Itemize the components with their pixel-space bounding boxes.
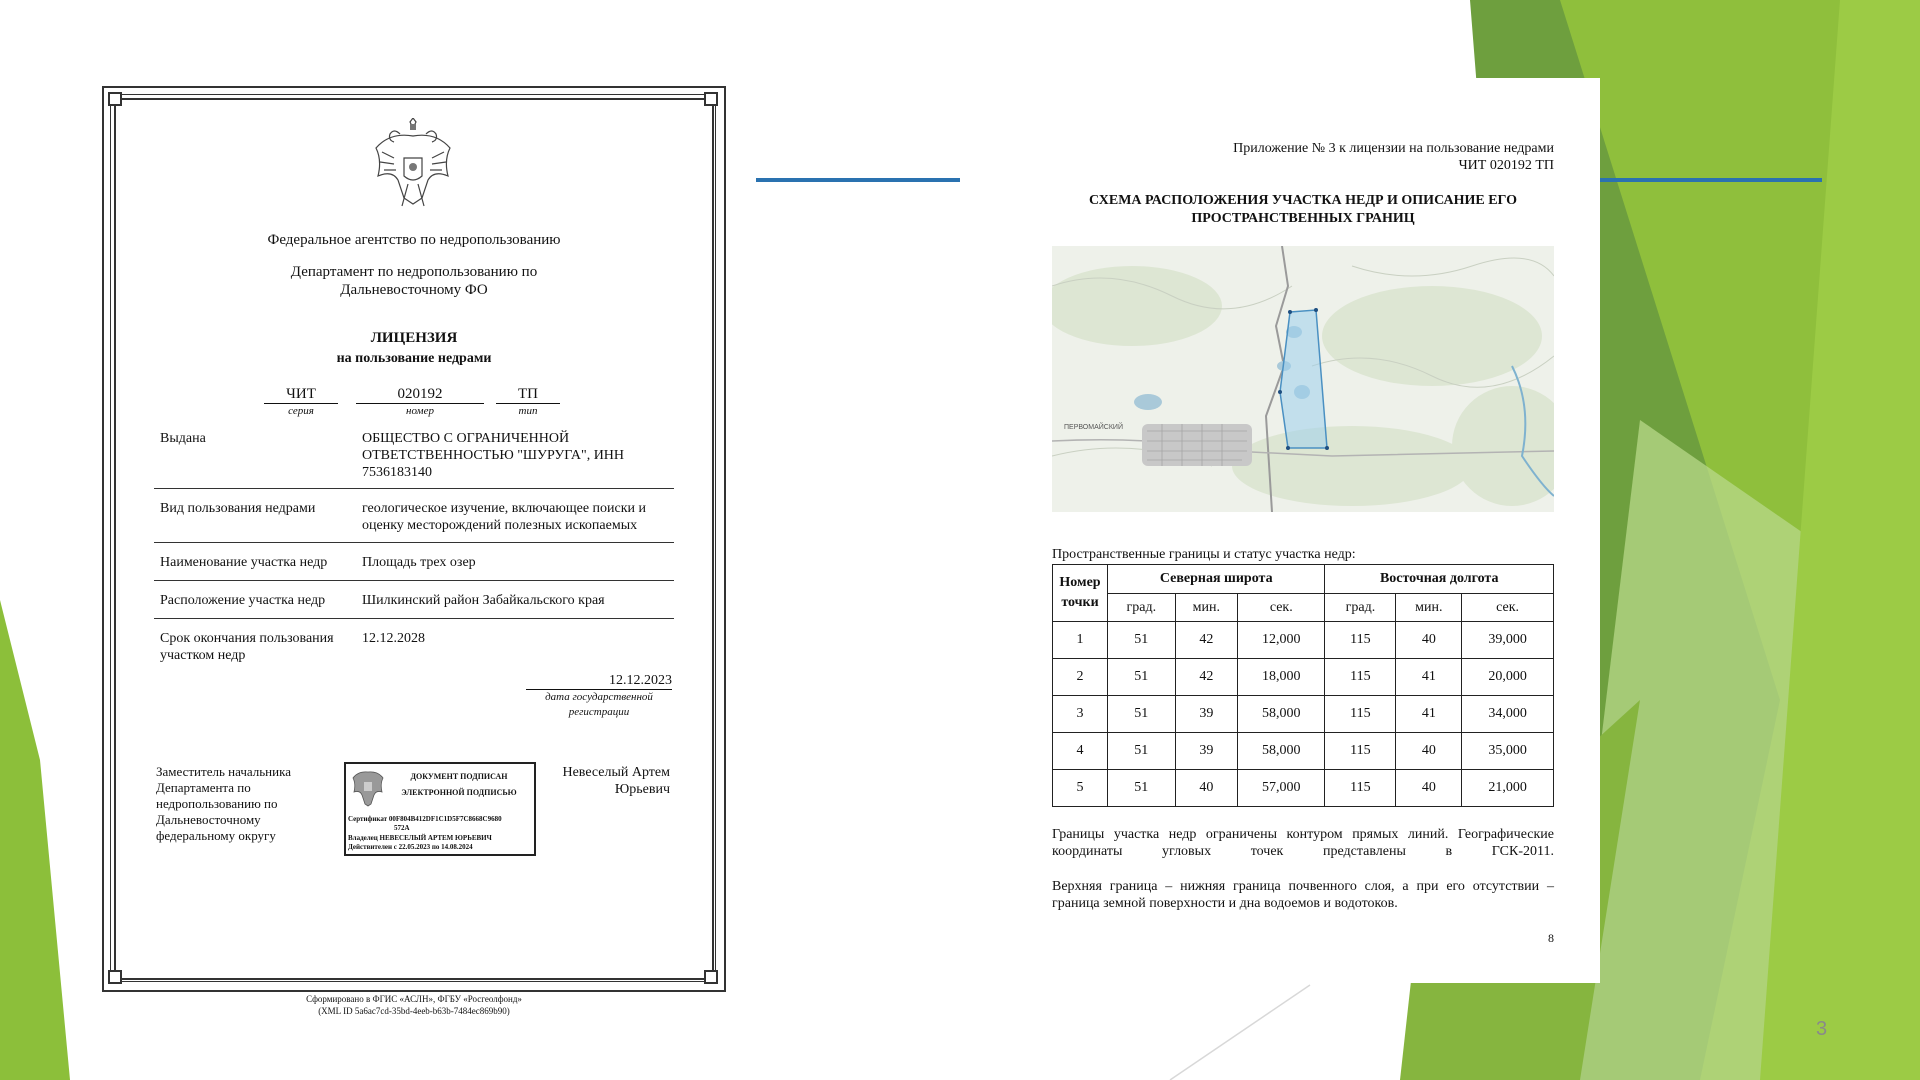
table-row (1053, 622, 1554, 659)
site-map (1052, 246, 1554, 512)
table-cell: 39 (1175, 696, 1238, 733)
slide-number: 3 (1816, 1018, 1828, 1040)
table-cell: 12,000 (1238, 622, 1325, 659)
type-caption: тип (518, 405, 538, 417)
table-cell: 41 (1396, 696, 1462, 733)
table-cell: 51 (1108, 770, 1176, 807)
registration-caption-line1: дата государственной (545, 691, 653, 703)
appendix-header-line1: Приложение № 3 к лицензии на пользование недрами (1233, 141, 1554, 156)
sub-header: град. (1108, 594, 1176, 622)
table-cell: 3 (1053, 696, 1108, 733)
table-cell: 58,000 (1238, 696, 1325, 733)
table-cell: 41 (1396, 659, 1462, 696)
table-cell: 51 (1108, 696, 1176, 733)
map-town-label: ПЕРВОМАЙСКИЙ (1064, 424, 1123, 431)
table-cell: 40 (1396, 733, 1462, 770)
expiry-label-line2: участком недр (160, 648, 246, 663)
table-row (1053, 770, 1554, 807)
type-value: ТП (496, 386, 560, 404)
table-cell: 51 (1108, 733, 1176, 770)
coordinates-table (1052, 564, 1554, 807)
signer-title-line1: Заместитель начальника (156, 764, 291, 779)
table-cell: 20,000 (1462, 659, 1554, 696)
table-cell: 21,000 (1462, 770, 1554, 807)
signer-name-line1: Невеселый Артем (562, 765, 670, 780)
row-divider (154, 618, 674, 619)
sub-header: мин. (1175, 594, 1238, 622)
signer-title-line5: федеральному округу (156, 828, 276, 843)
issued-to-value-line2: ОТВЕТСТВЕННОСТЬЮ "ШУРУГА", ИНН (362, 448, 625, 463)
footer-note-line1: Сформировано в ФГИС «АСЛН», ФГБУ «Росгеолфонд» (306, 994, 522, 1004)
registration-caption-line2: регистрации (568, 706, 630, 718)
table-cell: 42 (1175, 659, 1238, 696)
stamp-certificate: Сертификат 00F804B412DF1C1D5F7C8668C9680 (348, 815, 502, 823)
table-cell: 115 (1325, 696, 1396, 733)
table-caption: Пространственные границы и статус участка недр: (1052, 547, 1356, 562)
table-cell: 115 (1325, 659, 1396, 696)
series-caption: серия (288, 405, 314, 417)
frame-corner (704, 92, 718, 106)
sub-header: сек. (1238, 594, 1325, 622)
stamp-emblem-icon (350, 768, 386, 808)
table-cell: 39 (1175, 733, 1238, 770)
expiry-value: 12.12.2028 (362, 631, 425, 646)
signer-name-line2: Юрьевич (614, 782, 670, 797)
table-cell: 115 (1325, 733, 1396, 770)
table-cell: 18,000 (1238, 659, 1325, 696)
point-header-line2: точки (1061, 595, 1099, 610)
table-cell: 42 (1175, 622, 1238, 659)
frame-corner (108, 970, 122, 984)
frame-corner (704, 970, 718, 984)
bg-shape-left (0, 600, 70, 1080)
table-row (1053, 696, 1554, 733)
row-divider (154, 488, 674, 489)
usage-type-value-line2: оценку месторождений полезных ископаемых (362, 518, 638, 533)
stamp-line1: ДОКУМЕНТ ПОДПИСАН (410, 772, 508, 781)
table-cell: 39,000 (1462, 622, 1554, 659)
map-graphic (1052, 246, 1554, 512)
issued-to-label: Выдана (160, 431, 206, 446)
coat-of-arms-icon (370, 118, 456, 210)
sub-header: град. (1325, 594, 1396, 622)
table-cell: 115 (1325, 770, 1396, 807)
department-name-line2: Дальневосточному ФО (340, 282, 488, 298)
agency-name: Федеральное агентство по недропользованию (267, 232, 561, 248)
issued-to-value-line1: ОБЩЕСТВО С ОГРАНИЧЕННОЙ (362, 431, 570, 446)
frame-corner (108, 92, 122, 106)
table-cell: 2 (1053, 659, 1108, 696)
table-cell: 57,000 (1238, 770, 1325, 807)
point-number-header (1053, 565, 1108, 622)
table-cell: 1 (1053, 622, 1108, 659)
number-value: 020192 (356, 386, 484, 404)
accent-line-right (1600, 178, 1822, 182)
site-name-label: Наименование участка недр (160, 555, 328, 570)
stamp-valid: Действителен с 22.05.2023 по 14.08.2024 (348, 843, 473, 851)
signer-title-line4: Дальневосточному (156, 812, 261, 827)
signer-title-line2: Департамента по (156, 780, 251, 795)
sub-header: сек. (1462, 594, 1554, 622)
department-name-line1: Департамент по недропользованию по (290, 264, 538, 280)
appendix-header-line2: ЧИТ 020192 ТП (1458, 158, 1554, 173)
table-row (1053, 659, 1554, 696)
license-document (102, 86, 726, 1016)
table-cell: 115 (1325, 622, 1396, 659)
footer-note-line2: (XML ID 5a6ac7cd-35bd-4eeb-b63b-7484ec869b90) (318, 1006, 510, 1016)
usage-type-value-line1: геологическое изучение, включающее поиски и (362, 501, 647, 516)
table-row (1053, 733, 1554, 770)
sub-header: мин. (1396, 594, 1462, 622)
longitude-header: Восточная долгота (1325, 565, 1554, 594)
upper-boundary-line2: граница земной поверхности и дна водоемов и водотоков. (1052, 896, 1398, 911)
accent-line-left (756, 178, 960, 182)
appendix-title-line1: СХЕМА РАСПОЛОЖЕНИЯ УЧАСТКА НЕДР И ОПИСАНИЕ ЕГО (1089, 193, 1517, 208)
stamp-certificate-cont: 572A (394, 824, 410, 832)
site-location-label: Расположение участка недр (160, 593, 326, 608)
table-cell: 35,000 (1462, 733, 1554, 770)
appendix-title-line2: ПРОСТРАНСТВЕННЫХ ГРАНИЦ (1191, 211, 1415, 226)
row-divider (154, 542, 674, 543)
table-cell: 40 (1396, 770, 1462, 807)
upper-boundary-line1: Верхняя граница – нижняя граница почвенного слоя, а при его отсутствии – (1052, 879, 1554, 894)
boundary-note-line2: координаты угловых точек представлены в ГСК-2011. (1052, 844, 1554, 859)
license-subtitle: на пользование недрами (336, 351, 492, 366)
boundary-note-line1: Границы участка недр ограничены контуром прямых линий. Географические (1052, 827, 1554, 842)
table-cell: 40 (1396, 622, 1462, 659)
usage-type-label: Вид пользования недрами (160, 501, 316, 516)
table-cell: 5 (1053, 770, 1108, 807)
appendix-document (1000, 78, 1600, 983)
site-location-value: Шилкинский район Забайкальского края (362, 593, 605, 608)
point-header-line1: Номер (1059, 575, 1101, 590)
electronic-signature-stamp (344, 762, 536, 856)
table-cell: 40 (1175, 770, 1238, 807)
latitude-header: Северная широта (1108, 565, 1325, 594)
stamp-owner: Владелец НЕВЕСЕЛЫЙ АРТЕМ ЮРЬЕВИЧ (348, 834, 492, 842)
stamp-line2: ЭЛЕКТРОННОЙ ПОДПИСЬЮ (401, 788, 517, 797)
table-cell: 4 (1053, 733, 1108, 770)
license-title: ЛИЦЕНЗИЯ (370, 330, 458, 346)
signer-title-line3: недропользованию по (156, 796, 278, 811)
table-cell: 51 (1108, 622, 1176, 659)
site-name-value: Площадь трех озер (362, 555, 476, 570)
row-divider (154, 580, 674, 581)
number-caption: номер (406, 405, 434, 417)
table-cell: 51 (1108, 659, 1176, 696)
issued-to-value-line3: 7536183140 (362, 465, 432, 480)
table-cell: 34,000 (1462, 696, 1554, 733)
series-value: ЧИТ (264, 386, 338, 404)
page-number: 8 (1548, 931, 1554, 945)
bg-line (1170, 985, 1310, 1080)
registration-date: 12.12.2023 (526, 672, 672, 690)
table-cell: 58,000 (1238, 733, 1325, 770)
expiry-label-line1: Срок окончания пользования (160, 631, 334, 646)
